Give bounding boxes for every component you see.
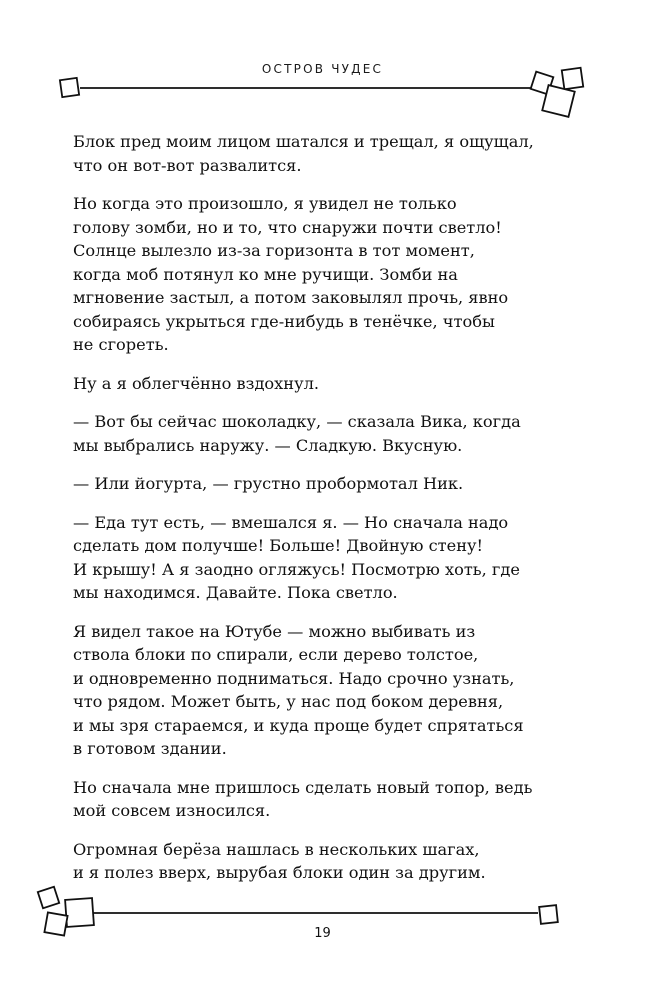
paragraph-1: Блок пред моим лицом шатался и трещал, я ощущал, что он вот-вот развалится.	[73, 132, 534, 175]
paragraph-8: Но сначала мне пришлось сделать новый топор, ведь мой совсем износился.	[73, 777, 533, 820]
paragraph-7: Я видел такое на Ютубе — можно выбивать из ствола блоки по спирали, если дерево толстое, и одновременно подниматься. Надо срочно узнать, что рядом. Может быть, у нас под боком деревня, и мы зря стараемся, и куда проще будет спрятаться в готовом здании.	[73, 621, 524, 758]
footer-right-square	[539, 905, 558, 924]
paragraph-5: — Или йогурта, — грустно пробормотал Ник.	[73, 474, 464, 493]
header-left-square	[60, 78, 79, 97]
running-header-title: ОСТРОВ ЧУДЕС	[261, 62, 384, 76]
paragraph-3: Ну а я облегчённо вздохнул.	[73, 373, 320, 393]
paragraph-2: Но когда это произошло, я увидел не только голову зомби, но и то, что снаружи почти светло! Солнце вылезло из-за горизонта в тот момент, когда моб потянул ко мне ручищи. Зомби на мгновение застыл, а потом заковылял прочь, явно собираясь укрыться где-нибудь в тенёчке, чтобы не сгореть.	[73, 194, 509, 354]
footer-left-square-1	[38, 887, 59, 908]
footer-left-square-2	[65, 898, 94, 927]
page-text	[73, 130, 553, 900]
page-number: 19	[314, 926, 331, 941]
paragraph-4: — Вот бы сейчас шоколадку, — сказала Вика, когда мы выбрались наружу. — Сладкую. Вкусную.	[73, 412, 521, 455]
paragraph-9: Огромная берёза нашлась в нескольких шагах, и я полез вверх, вырубая блоки один за другим.	[73, 839, 486, 882]
paragraph-6: — Еда тут есть, — вмешался я. — Но сначала надо сделать дом получше! Больше! Двойную стену! И крышу! А я заодно огляжусь! Посмотрю хоть, где мы находимся. Давайте. Пока светло.	[73, 512, 520, 602]
header-right-square-3	[542, 85, 574, 117]
